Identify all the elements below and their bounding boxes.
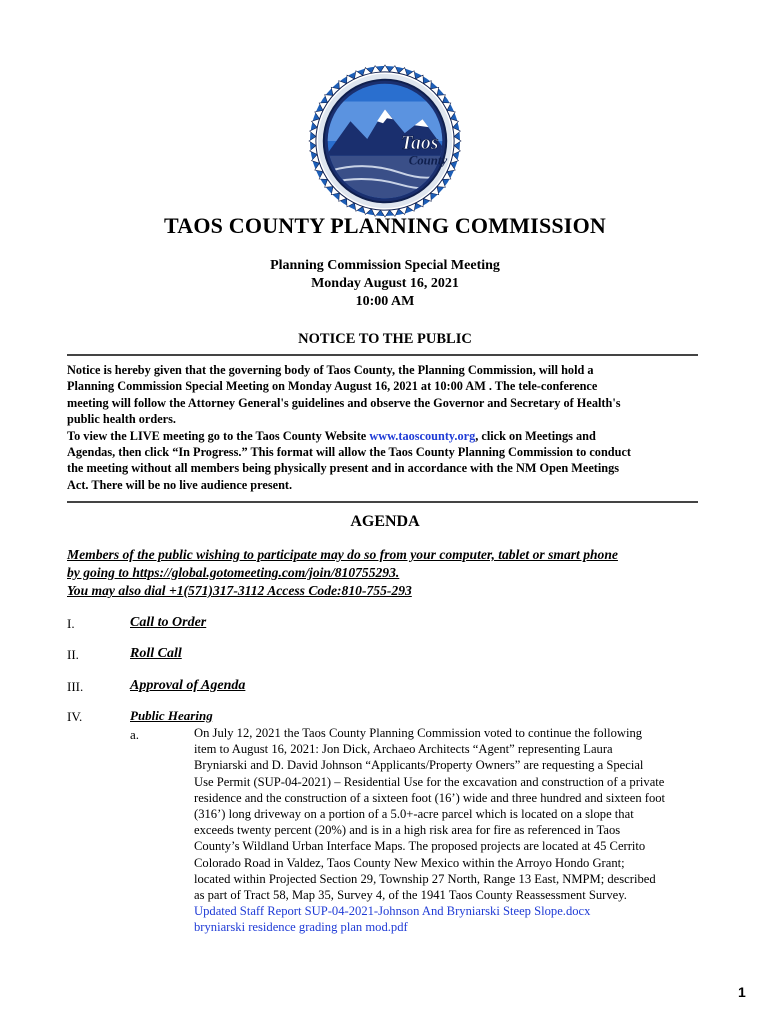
agenda-item-number: I. bbox=[67, 616, 75, 631]
notice-text: To view the LIVE meeting go to the Taos County Website bbox=[67, 428, 370, 443]
hearing-description bbox=[194, 725, 699, 936]
hearing-line: as part of Tract 58, Map 35, Survey 4, of the 1941 Taos County Reassessment Survey. bbox=[194, 888, 627, 903]
participation-info bbox=[67, 546, 707, 600]
hearing-line: Use Permit (SUP-04-2021) – Residential Use for the excavation and construction of a private bbox=[194, 774, 665, 789]
hearing-line: located within Projected Section 29, Township 27 North, Range 13 East, NMPM; described bbox=[194, 871, 656, 886]
participation-line: Members of the public wishing to participate may do so from your computer, tablet or smart phone bbox=[67, 547, 618, 562]
hearing-line: Bryniarski and D. David Johnson “Applicants/Property Owners” are requesting a Special bbox=[194, 758, 644, 773]
agenda-item-number: II. bbox=[67, 647, 79, 662]
agenda-item-roll-call: Roll Call bbox=[130, 646, 182, 661]
notice-line: Agendas, then click “In Progress.” This format will allow the Taos County Planning Commission to conduct bbox=[67, 445, 632, 460]
grading-plan-link[interactable]: bryniarski residence grading plan mod.pdf bbox=[194, 920, 408, 935]
notice-line-website bbox=[67, 428, 707, 444]
notice-line: public health orders. bbox=[67, 412, 176, 427]
divider-top bbox=[67, 354, 698, 356]
notice-body bbox=[67, 362, 707, 493]
agenda-item-number: III. bbox=[67, 679, 84, 694]
agenda-item-number: IV. bbox=[67, 709, 83, 724]
hearing-line: Colorado Road in Valdez, Taos County New Mexico within the Arroyo Hondo Grant; bbox=[194, 855, 625, 870]
notice-line: Planning Commission Special Meeting on Monday August 16, 2021 at 10:00 AM . The tele-conference bbox=[67, 379, 598, 394]
logo-main-text: Taos bbox=[400, 131, 439, 154]
hearing-line: County’s Wildland Urban Interface Maps. The proposed projects are located at 45 Cerrito bbox=[194, 839, 646, 854]
meeting-date: Monday August 16, 2021 bbox=[311, 276, 459, 291]
hearing-line: item to August 16, 2021: Jon Dick, Archaeo Architects “Agent” representing Laura bbox=[194, 742, 613, 757]
agenda-item-public-hearing: Public Hearing bbox=[130, 708, 213, 723]
page-title: TAOS COUNTY PLANNING COMMISSION bbox=[164, 213, 606, 238]
divider-bottom bbox=[67, 501, 698, 503]
website-link[interactable]: www.taoscounty.org bbox=[369, 428, 476, 443]
notice-text: , click on Meetings and bbox=[475, 428, 596, 443]
agenda-item-approval: Approval of Agenda bbox=[130, 678, 246, 693]
notice-line: the meeting without all members being physically present and in accordance with the NM Open Meetings bbox=[67, 461, 620, 476]
notice-line: Act. There will be no live audience present. bbox=[67, 477, 293, 492]
notice-heading: NOTICE TO THE PUBLIC bbox=[298, 331, 472, 347]
agenda-item-call-to-order: Call to Order bbox=[130, 615, 207, 630]
notice-line: Notice is hereby given that the governing body of Taos County, the Planning Commission, will hold a bbox=[67, 363, 594, 377]
logo-sub-text: County bbox=[408, 153, 448, 168]
participation-dial-line: You may also dial +1(571)317-3112 Access Code:810-755-293 bbox=[67, 583, 412, 598]
meeting-name: Planning Commission Special Meeting bbox=[270, 258, 500, 273]
page-number: 1 bbox=[738, 984, 746, 1000]
county-seal-icon bbox=[306, 62, 464, 220]
participation-link-line[interactable]: by going to https://global.gotomeeting.com/join/810755293. bbox=[67, 565, 400, 580]
hearing-line: (316’) long driveway on a portion of a 5.0+-acre parcel which is located on a slope that bbox=[194, 807, 634, 822]
hearing-item-letter: a. bbox=[130, 727, 140, 742]
hearing-line: On July 12, 2021 the Taos County Planning Commission voted to continue the following bbox=[194, 726, 643, 740]
hearing-line: residence and the construction of a sixteen foot (16’) wide and three hundred and sixteen foot bbox=[194, 790, 666, 805]
meeting-time: 10:00 AM bbox=[355, 294, 415, 309]
hearing-line: exceeds twenty percent (20%) and is in a high risk area for fire as referenced in Taos bbox=[194, 823, 621, 838]
agenda-heading: AGENDA bbox=[350, 513, 420, 530]
notice-line: meeting will follow the Attorney General's guidelines and observe the Governor and Secretary of Health's bbox=[67, 395, 621, 410]
staff-report-link[interactable]: Updated Staff Report SUP-04-2021-Johnson And Bryniarski Steep Slope.docx bbox=[194, 904, 591, 919]
county-logo bbox=[306, 62, 464, 220]
